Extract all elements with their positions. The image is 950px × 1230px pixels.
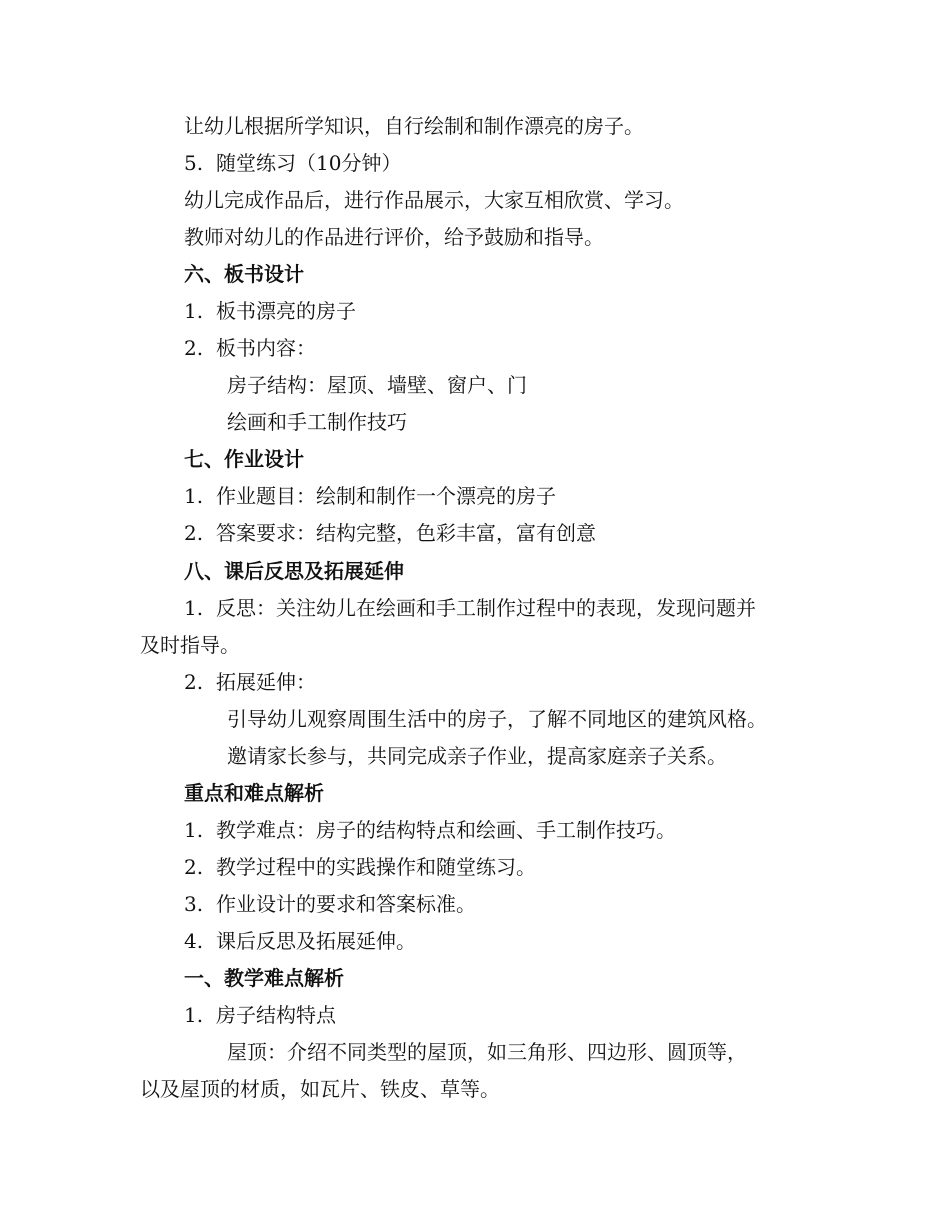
item-number: 3.: [184, 892, 204, 916]
item-number: 1.: [184, 484, 204, 508]
paragraph-line: 教师对幼儿的作品进行评价，给予鼓励和指导。: [184, 225, 604, 249]
numbered-item: [184, 520, 596, 546]
numbered-item: [184, 928, 416, 954]
numbered-item: [184, 150, 401, 176]
item-number: 1.: [184, 596, 204, 620]
numbered-item: [184, 669, 316, 695]
item-text: 课后反思及拓展延伸。: [216, 929, 416, 953]
paragraph-line: 幼儿完成作品后，进行作品展示，大家互相欣赏、学习。: [184, 188, 684, 212]
numbered-item: [184, 1002, 336, 1028]
item-number: 2.: [184, 521, 204, 545]
item-text: 房子结构特点: [216, 1003, 336, 1027]
item-text: 板书漂亮的房子: [216, 299, 356, 323]
section-heading: 重点和难点解析: [184, 781, 324, 805]
item-number: 1.: [184, 299, 204, 323]
item-text: 答案要求：结构完整，色彩丰富，富有创意: [216, 521, 596, 545]
section-heading: 七、作业设计: [184, 447, 304, 471]
paragraph-line: 让幼儿根据所学知识，自行绘制和制作漂亮的房子。: [184, 114, 644, 138]
item-text: 作业题目：绘制和制作一个漂亮的房子: [216, 484, 556, 508]
item-number: 2.: [184, 855, 204, 879]
paragraph-line: 邀请家长参与，共同完成亲子作业，提高家庭亲子关系。: [227, 744, 727, 768]
numbered-item: [184, 854, 536, 880]
paragraph-line: 屋顶：介绍不同类型的屋顶，如三角形、四边形、圆顶等，: [227, 1040, 747, 1064]
item-number: 4.: [184, 929, 204, 953]
item-text: 作业设计的要求和答案标准。: [216, 892, 476, 916]
section-heading: 八、课后反思及拓展延伸: [184, 559, 404, 583]
item-text: 拓展延伸：: [216, 670, 316, 694]
item-number: 5.: [184, 151, 204, 175]
item-number: 2.: [184, 336, 204, 360]
paragraph-line: 房子结构：屋顶、墙壁、窗户、门: [227, 373, 527, 397]
numbered-item: [184, 595, 756, 621]
item-number: 2.: [184, 670, 204, 694]
numbered-item: [184, 817, 676, 843]
paragraph-line: 以及屋顶的材质，如瓦片、铁皮、草等。: [140, 1077, 500, 1101]
item-text: 教学过程中的实践操作和随堂练习。: [216, 855, 536, 879]
item-number: 1.: [184, 1003, 204, 1027]
numbered-item: [184, 483, 556, 509]
numbered-item: [184, 891, 476, 917]
item-text: 随堂练习（10分钟）: [216, 151, 402, 175]
paragraph-line: 及时指导。: [140, 633, 240, 657]
numbered-item: [184, 335, 316, 361]
item-number: 1.: [184, 818, 204, 842]
numbered-item: [184, 298, 356, 324]
paragraph-line: 引导幼儿观察周围生活中的房子，了解不同地区的建筑风格。: [227, 707, 767, 731]
section-heading: 一、教学难点解析: [184, 966, 344, 990]
item-text: 反思：关注幼儿在绘画和手工制作过程中的表现，发现问题并: [216, 596, 756, 620]
paragraph-line: 绘画和手工制作技巧: [227, 410, 407, 434]
item-text: 板书内容：: [216, 336, 316, 360]
item-text: 教学难点：房子的结构特点和绘画、手工制作技巧。: [216, 818, 676, 842]
section-heading: 六、板书设计: [184, 262, 304, 286]
